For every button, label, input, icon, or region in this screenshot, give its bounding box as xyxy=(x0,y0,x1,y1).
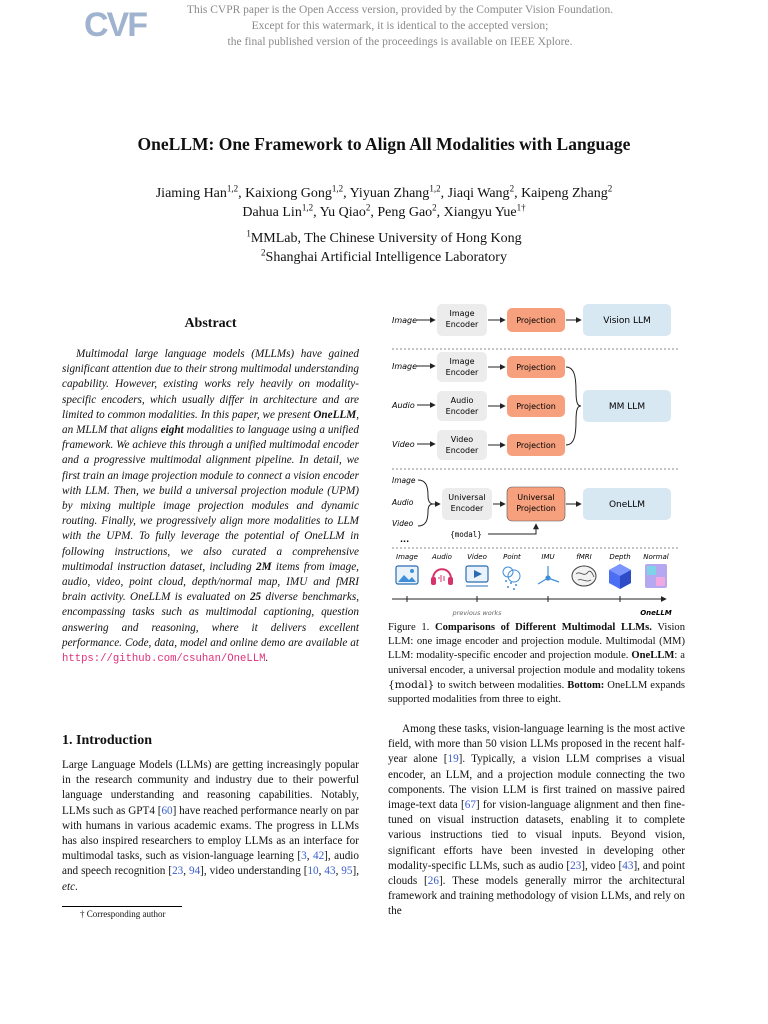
fig-box-text: Encoder xyxy=(450,504,484,513)
author-name: Kaipeng Zhang xyxy=(521,186,608,201)
author-name: Yiyuan Zhang xyxy=(349,186,430,201)
affiliation-mark: 1 xyxy=(246,228,251,239)
author-affil: 2 xyxy=(607,183,613,194)
citation-link[interactable]: 10 xyxy=(307,865,319,878)
abstract-text: modalities to language using a unified framework. We achieve this through a unified multimodal encoder and a progressive multimodal alignment pipeline. In detail, we first train an image projection module to connect a vision encoder with LLM. Then, we build a universal projection module (UPM) by mixing multiple image projection modules and dynamic routing. Finally, we progressively align more modalities to LLM with the UPM. To fully leverage the potential of OneLLM in following instructions, we also curated a comprehensive multimodal instruction dataset, including xyxy=(62,424,359,573)
normal-map-icon xyxy=(645,564,667,588)
caption-modal: {modal} xyxy=(388,678,435,691)
citation-link[interactable]: 43 xyxy=(622,859,634,872)
paper-title: OneLLM: One Framework to Align All Modalities with Language xyxy=(137,134,631,154)
intro-text: ], xyxy=(352,865,360,878)
fig-box-text: Encoder xyxy=(445,320,479,329)
affiliation-text: Shanghai Artificial Intelligence Laboratory xyxy=(265,250,507,265)
fig-llm-text: Vision LLM xyxy=(603,316,651,326)
timeline-label: IMU xyxy=(541,553,555,561)
author-affil: 2 xyxy=(365,202,371,213)
fig-box-text: Audio xyxy=(450,396,474,405)
arrow xyxy=(488,524,536,534)
merge-brace xyxy=(418,480,433,526)
author-line-2: Dahua Lin$^{1,2}$, Yu Qiao$^2$, Peng Gao$^2$, Xiangyu Yue$^{1\dagger}$ xyxy=(242,202,526,220)
fig-box-text: Video xyxy=(450,435,474,444)
body-text: ]. These models generally mirror the architectural framework and training methodology of vision LLMs, and rely on the xyxy=(388,875,685,918)
body-text: ], video [ xyxy=(581,859,623,872)
intro-text: , xyxy=(183,865,189,878)
intro-text: ] have reached performance nearly on par with humans in various academic exams. The progress in LLMs has also inspired researchers to employ LLMs as an interface for multimodal tasks, such as vision-language learning [ xyxy=(62,804,359,863)
watermark-text xyxy=(150,2,650,50)
citation-link[interactable]: 94 xyxy=(188,865,201,878)
fig-box-text: Projection xyxy=(516,316,556,325)
fig-input-label: Image xyxy=(392,476,416,485)
fig-box-text: Projection xyxy=(516,363,556,372)
depth-cube-icon xyxy=(609,564,631,589)
citation-link[interactable]: 42 xyxy=(312,850,325,863)
video-player-icon xyxy=(466,566,488,586)
point-cloud-icon xyxy=(503,567,520,590)
citation-link[interactable]: 23 xyxy=(172,865,184,878)
fig-input-label: Audio xyxy=(392,401,415,410)
caption-text: to switch between modalities. xyxy=(434,679,568,691)
audio-headphones-icon xyxy=(431,569,453,585)
fig-box-text: Encoder xyxy=(445,407,479,416)
fig-box-text: Projection xyxy=(516,441,556,450)
fig-llm-text: OneLLM xyxy=(608,500,646,510)
caption-text: Vision LLM: one image encoder and projection module. Multimodal (MM) LLM: modality-specific encoder and projection module. xyxy=(388,622,686,662)
affiliation-mark: 2 xyxy=(261,247,266,258)
timeline-label: Normal xyxy=(643,553,669,561)
abstract-text: , an MLLM that aligns xyxy=(62,408,359,437)
caption-bold: OneLLM xyxy=(631,650,675,662)
author-affil: 1,2 xyxy=(301,202,314,213)
abstract-text: items from image, audio, video, point cloud, depth/normal map, IMU and fMRI brain activity. OneLLM is evaluated on xyxy=(62,560,359,604)
timeline-label: Depth xyxy=(609,553,631,561)
watermark-line: This CVPR paper is the Open Access version, provided by the Computer Vision Foundation. xyxy=(186,4,614,16)
timeline-previous-label: previous works xyxy=(452,609,502,617)
body-text-right xyxy=(388,722,685,920)
timeline-label: fMRI xyxy=(576,553,592,561)
author-affil: 1,2 xyxy=(331,183,344,194)
author-line-1: Jiaming Han$^{1,2}$, Kaixiong Gong$^{1,2}$, Yiyuan Zhang$^{1,2}$, Jiaqi Wang$^2$, Kaipeng Zhang$^2$ xyxy=(155,183,613,201)
caption-bold: Comparisons of Different Multimodal LLMs. xyxy=(434,622,652,633)
modal-token-label: {modal} xyxy=(450,530,482,539)
citation-link[interactable]: 23 xyxy=(570,859,582,872)
affiliation-2 xyxy=(84,248,684,267)
abstract-text: Multimodal large language models (MLLMs) have gained significant attention due to their strong multimodal understanding capability. However, existing works rely heavily on modality-specific encoders, which usually differ in architecture and are limited to common modalities. In this paper, we present xyxy=(62,348,359,421)
intro-text: , xyxy=(306,850,313,863)
body-text: ]. Typically, a vision LLM comprises a visual encoder, an LLM, and a projection module connecting the two components. The vision LLM is first trained on massive paired image-text data [ xyxy=(388,753,686,812)
intro-text: , xyxy=(335,865,342,878)
intro-text: ], video understanding [ xyxy=(200,865,308,878)
watermark-line: the final published version of the proceedings is available on IEEE Xplore. xyxy=(227,36,573,48)
abstract-body xyxy=(62,347,359,667)
image-icon xyxy=(396,566,418,584)
figure-1-diagram xyxy=(388,296,685,620)
imu-axes-icon xyxy=(538,566,559,584)
fig-box-text: Image xyxy=(449,309,475,318)
citation-link[interactable]: 19 xyxy=(447,753,459,766)
intro-text: . xyxy=(75,880,78,893)
fig-input-label: Video xyxy=(392,440,415,449)
caption-text: : a universal encoder, a universal projection module and modality tokens xyxy=(388,650,685,676)
fig-input-label: Image xyxy=(392,316,418,325)
author-affil: 1,2 xyxy=(429,183,441,194)
fig-box-text: Encoder xyxy=(445,368,479,377)
abstract-text: . xyxy=(265,652,269,665)
author-name: Kaixiong Gong xyxy=(245,186,332,201)
citation-link[interactable]: 26 xyxy=(427,875,439,888)
author-name: Peng Gao xyxy=(377,205,433,220)
author-name: Dahua Lin xyxy=(242,205,302,220)
timeline-label: Audio xyxy=(432,553,452,561)
fig-input-label: Video xyxy=(392,519,414,528)
citation-link[interactable]: 95 xyxy=(341,865,353,878)
caption-bold: Bottom: xyxy=(567,679,605,691)
author-affil: 1† xyxy=(516,202,526,213)
fig-input-label: Image xyxy=(392,362,418,371)
github-link[interactable]: https://github.com/csuhan/OneLLM xyxy=(62,653,266,666)
merge-brace xyxy=(566,367,581,445)
caption-label: Figure 1. xyxy=(388,622,430,633)
citation-link[interactable]: 60 xyxy=(161,804,173,817)
fig-box-text: Projection xyxy=(516,402,556,411)
body-text: Among these tasks, vision-language learning is the most active field, with more than 50 vision LLMs proposed in the recent half-year alone [ xyxy=(388,723,685,766)
fig-box-text: Encoder xyxy=(445,446,479,455)
author-name: Xiangyu Yue xyxy=(443,205,517,220)
author-affil: 2 xyxy=(432,202,437,213)
abstract-bold: eight xyxy=(160,424,184,437)
author-affil: 2 xyxy=(509,183,515,194)
body-text: ], and point clouds [ xyxy=(388,859,685,888)
timeline-label: Point xyxy=(503,553,521,561)
citation-link[interactable]: 3 xyxy=(301,850,307,863)
intro-text: Large Language Models (LLMs) are getting increasingly popular in the research community and industry due to their powerful language understanding and reasoning capabilities. Notably, LLMs such as GPT4 [ xyxy=(62,759,359,817)
abstract-bold: 25 xyxy=(249,591,262,604)
footnote: † Corresponding author xyxy=(80,909,166,919)
abstract-text: diverse benchmarks, encompassing tasks such as multimodal captioning, question answering and reasoning, where it delivers excellent performance. Code, data, model and online demo are available at xyxy=(62,591,359,649)
intro-text: ], audio and speech recognition [ xyxy=(62,850,360,878)
author-list xyxy=(84,184,684,222)
abstract-bold: 2M xyxy=(256,560,272,573)
fig-box-text: Universal xyxy=(448,493,486,502)
introduction-body xyxy=(62,758,359,895)
author-name: Yu Qiao xyxy=(319,205,366,220)
citation-link[interactable]: 67 xyxy=(464,799,476,812)
fig-box-text: Image xyxy=(449,357,475,366)
timeline-label: Image xyxy=(396,553,418,561)
intro-text: , xyxy=(318,865,325,878)
fig-input-label: Audio xyxy=(392,498,414,507)
abstract-heading: Abstract xyxy=(184,316,237,331)
affiliation-text: MMLab, The Chinese University of Hong Kong xyxy=(250,231,522,246)
author-name: Jiaming Han xyxy=(155,186,227,201)
fig-input-label: ... xyxy=(400,535,410,544)
footnote-rule xyxy=(62,906,182,907)
fig-llm-text: MM LLM xyxy=(608,402,646,412)
fig-box-text: Projection xyxy=(516,504,556,513)
abstract-bold: OneLLM xyxy=(313,408,357,421)
section-heading-introduction: 1. Introduction xyxy=(62,733,152,748)
watermark-line: Except for this watermark, it is identical to the accepted version; xyxy=(251,20,549,32)
figure-caption xyxy=(388,621,685,707)
affiliations xyxy=(84,229,684,267)
intro-etc: etc xyxy=(62,880,76,893)
author-name: Jiaqi Wang xyxy=(447,186,510,201)
fig-box-text: Universal xyxy=(517,493,555,502)
author-affil: 1,2 xyxy=(226,183,239,194)
timeline-label: Video xyxy=(467,553,487,561)
caption-text: OneLLM expands supported modalities from three to eight. xyxy=(388,679,686,706)
citation-link[interactable]: 43 xyxy=(324,865,336,878)
cvf-logo: CVF xyxy=(84,6,146,44)
affiliation-1 xyxy=(84,229,684,248)
timeline-end-label: OneLLM xyxy=(640,609,672,617)
body-text: ] for vision-language alignment and then fine-tuned on visual instruction datasets, enabling it to complete various instructions tied to visual inputs. Beyond vision, significant efforts have been invested in developing other modality-specific LLMs, such as audio [ xyxy=(388,799,686,872)
fmri-brain-icon xyxy=(572,566,596,586)
